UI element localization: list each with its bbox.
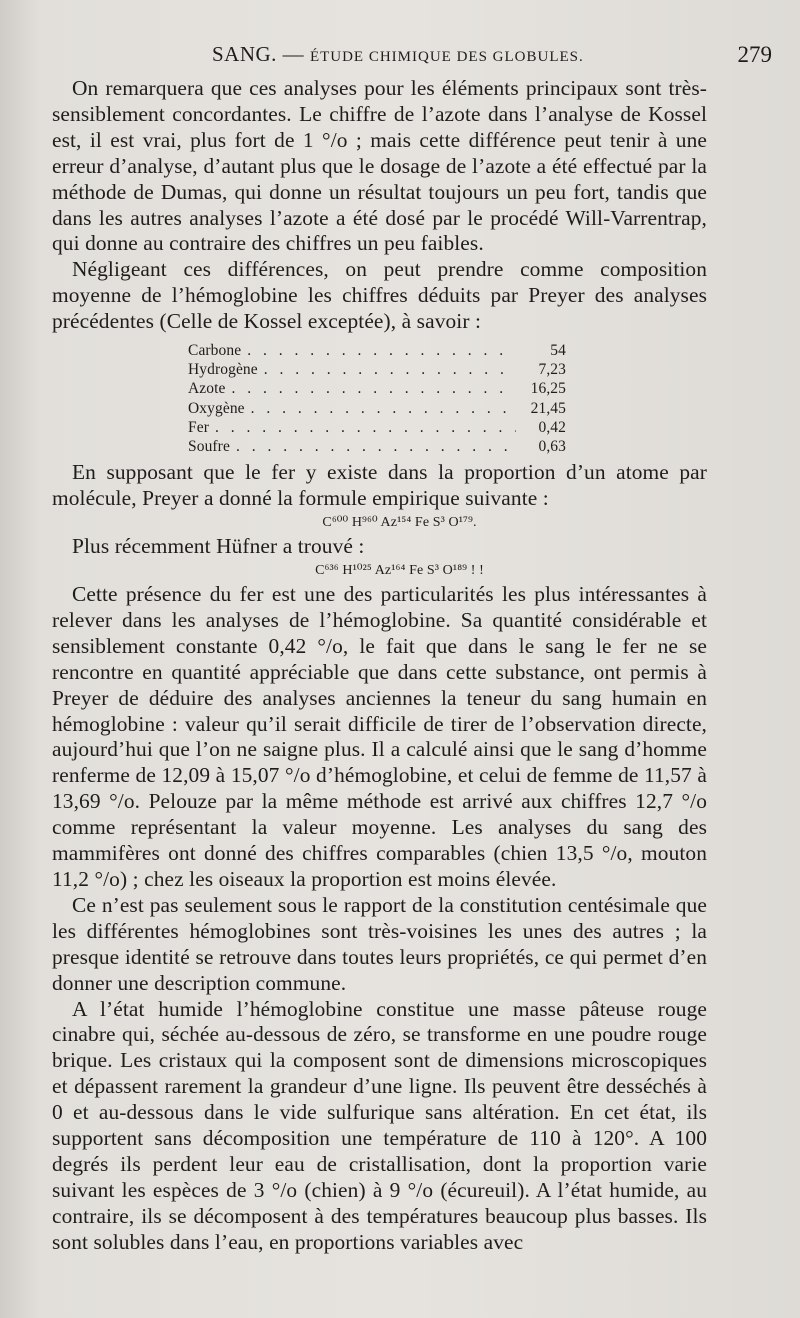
- element-name: Oxygène: [188, 399, 245, 417]
- paragraph-7: A l’état humide l’hémoglobine constitue une masse pâteuse rouge cinabre qui, séchée au-dessous de zéro, se transforme en une poudre rouge brique. Les cristaux qui la composent sont de dimensions microscopiques et dépassent rarement la grandeur d’une ligne. Ils peuvent être desséchés à 0 et au-dessous dans le vide sulfurique sans altération. En cet état, ils supportent sans décomposition une température de 110 à 120°. A 100 degrés ils perdent leur eau de cristallisation, dont la proportion varie suivant les espèces de 3 °/o (chien) à 9 °/o (écureuil). A l’état humide, au contraire, ils se décomposent à des températures beaucoup plus basses. Ils sont solubles dans l’eau, en proportions variables avec: [52, 996, 707, 1254]
- composition-row: [188, 418, 566, 437]
- paragraph-3: En supposant que le fer y existe dans la proportion d’un atome par molécule, Preyer a donné la formule empirique suivante :: [52, 460, 707, 511]
- page-body: [52, 76, 707, 1256]
- leader-dots: [251, 399, 516, 418]
- hufner-formula: C⁶³⁶ H¹⁰²⁵ Az¹⁶⁴ Fe S³ O¹⁸⁹ ! !: [315, 563, 484, 578]
- composition-row: [188, 399, 566, 418]
- page-number: 279: [737, 42, 772, 67]
- paragraph-4: Plus récemment Hüfner a trouvé :: [72, 534, 365, 559]
- element-name: Carbone: [188, 342, 242, 360]
- element-value: 21,45: [530, 399, 566, 417]
- paragraph-5: Cette présence du fer est une des particularités les plus intéressantes à relever dans les analyses de l’hémoglobine. Sa quantité considérable et sensiblement constante 0,42 °/o, le fait que dans le sang le fer ne se rencontre en quantité appréciable que dans cette substance, ont permis à Preyer de déduire des analyses anciennes la teneur du sang humain en hémoglobine : valeur qu’il serait difficile de tirer de l’observation directe, aujourd’hui que l’on ne saigne plus. Il a calculé ainsi que le sang d’homme renferme de 12,09 à 15,07 °/o d’hémoglobine, et celui de femme de 11,57 à 13,69 °/o. Pelouze par la même méthode est arrivé aux chiffres 12,7 °/o comme représentant la valeur moyenne. Les analyses du sang des mammifères ont donné des chiffres comparables (chien 13,5 °/o, mouton 11,2 °/o) ; chez les oiseaux la proportion est moins élevée.: [52, 582, 707, 891]
- leader-dots: [232, 379, 516, 398]
- running-head-sub: ÉTUDE CHIMIQUE DES GLOBULES.: [309, 49, 584, 65]
- page-header: [52, 42, 772, 72]
- element-name: Azote: [188, 380, 226, 398]
- composition-table: [188, 341, 566, 456]
- leader-dots: [215, 418, 516, 437]
- element-value: 0,42: [538, 418, 566, 436]
- paragraph-2: Négligeant ces différences, on peut prendre comme composition moyenne de l’hémoglobine les chiffres déduits par Preyer des analyses précédentes (Celle de Kossel exceptée), à savoir :: [52, 257, 707, 334]
- element-value: 7,23: [538, 361, 566, 379]
- preyer-formula: C⁶⁰⁰ H⁹⁶⁰ Az¹⁵⁴ Fe S³ O¹⁷⁹.: [322, 515, 477, 531]
- element-name: Fer: [188, 418, 209, 436]
- leader-dots: [264, 360, 516, 379]
- leader-dots: [236, 437, 516, 456]
- leader-dots: [247, 341, 516, 360]
- element-name: Hydrogène: [188, 361, 258, 379]
- element-name: Soufre: [188, 438, 230, 456]
- running-head: [212, 42, 584, 67]
- running-head-main: SANG. —: [212, 42, 310, 66]
- element-value: 54: [550, 342, 566, 360]
- paragraph-6: Ce n’est pas seulement sous le rapport de la constitution centésimale que les différentes hémoglobines sont très-voisines les unes des autres ; la presque identité se retrouve dans toutes leurs propriétés, ce qui permet d’en donner une description commune.: [52, 892, 707, 995]
- element-value: 0,63: [538, 438, 566, 456]
- composition-row: [188, 360, 566, 379]
- composition-row: [188, 341, 566, 360]
- paragraph-1: On remarquera que ces analyses pour les éléments principaux sont très-sensiblement concordantes. Le chiffre de l’azote dans l’analyse de Kossel est, il est vrai, plus fort de 1 °/o ; mais cette différence peut tenir à une erreur d’analyse, d’autant plus que le dosage de l’azote a été effectué par la méthode de Dumas, qui donne un résultat toujours un peu fort, tandis que dans les autres analyses l’azote a été dosé par le procédé Will-Varrentrap, qui donne au contraire des chiffres un peu faibles.: [52, 76, 707, 256]
- composition-row: [188, 437, 566, 456]
- element-value: 16,25: [530, 380, 566, 398]
- composition-row: [188, 379, 566, 398]
